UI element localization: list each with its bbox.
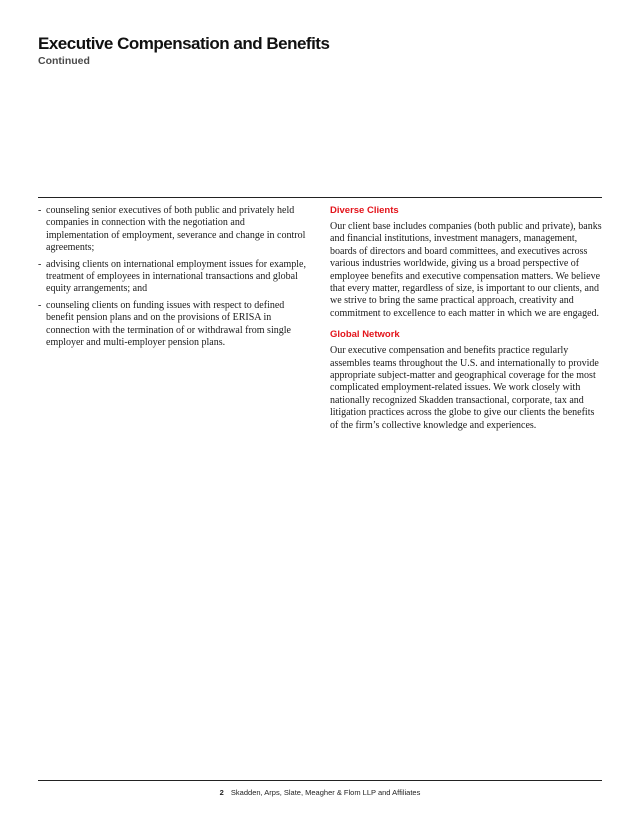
bullet-text: counseling senior executives of both public and privately held companies in connection with the negotiation and implementation of employment, severance and change in control agreements; — [46, 205, 306, 254]
right-column — [330, 205, 602, 441]
bullet-item — [38, 300, 310, 350]
bullet-dash: - — [38, 299, 42, 311]
section-body-global-network: Our executive compensation and benefits practice regularly assembles teams throughout the U.S. and internationally to provide appropriate subject-matter and geographical coverage for the most complicated employment-related issues. We work closely with nationally recognized Skadden transactional, corporate, tax and litigation practices across the globe to give our clients the benefits of the firm’s collective knowledge and experiences. — [330, 345, 599, 431]
bullet-list — [38, 205, 310, 349]
bullet-dash: - — [38, 205, 42, 216]
section-heading-global-network: Global Network — [330, 329, 400, 341]
left-column — [38, 205, 310, 353]
top-divider — [38, 197, 602, 198]
page-subtitle: Continued — [38, 55, 90, 67]
section-body-diverse-clients: Our client base includes companies (both public and private), banks and financial institutions, investment managers, management, boards of directors and board committees, and executives across various industries worldwide, giving us a broad perspective of employee benefits and executive compensation matters. We believe that every matter, regardless of size, is important to our clients, and we strive to bring the same practical approach, creativity and commitment to excellence to each matter in which we are engaged. — [330, 221, 602, 319]
page-number: 2 — [219, 788, 224, 797]
section-heading-diverse-clients: Diverse Clients — [330, 205, 399, 216]
page-footer — [0, 788, 640, 797]
bullet-item — [38, 205, 310, 255]
page-title: Executive Compensation and Benefits — [38, 34, 330, 53]
bullet-text: counseling clients on funding issues with respect to defined benefit pension plans and on the provisions of ERISA in connection with the termination of or withdrawal from single employer and multi-employer pension plans. — [46, 299, 291, 349]
firm-name: Skadden, Arps, Slate, Meagher & Flom LLP and Affiliates — [230, 788, 421, 797]
bottom-divider — [38, 780, 602, 781]
bullet-dash: - — [38, 258, 42, 270]
bullet-item — [38, 259, 310, 296]
bullet-text: advising clients on international employment issues for example, treatment of employees in international transactions and global equity arrangements; and — [46, 258, 306, 295]
